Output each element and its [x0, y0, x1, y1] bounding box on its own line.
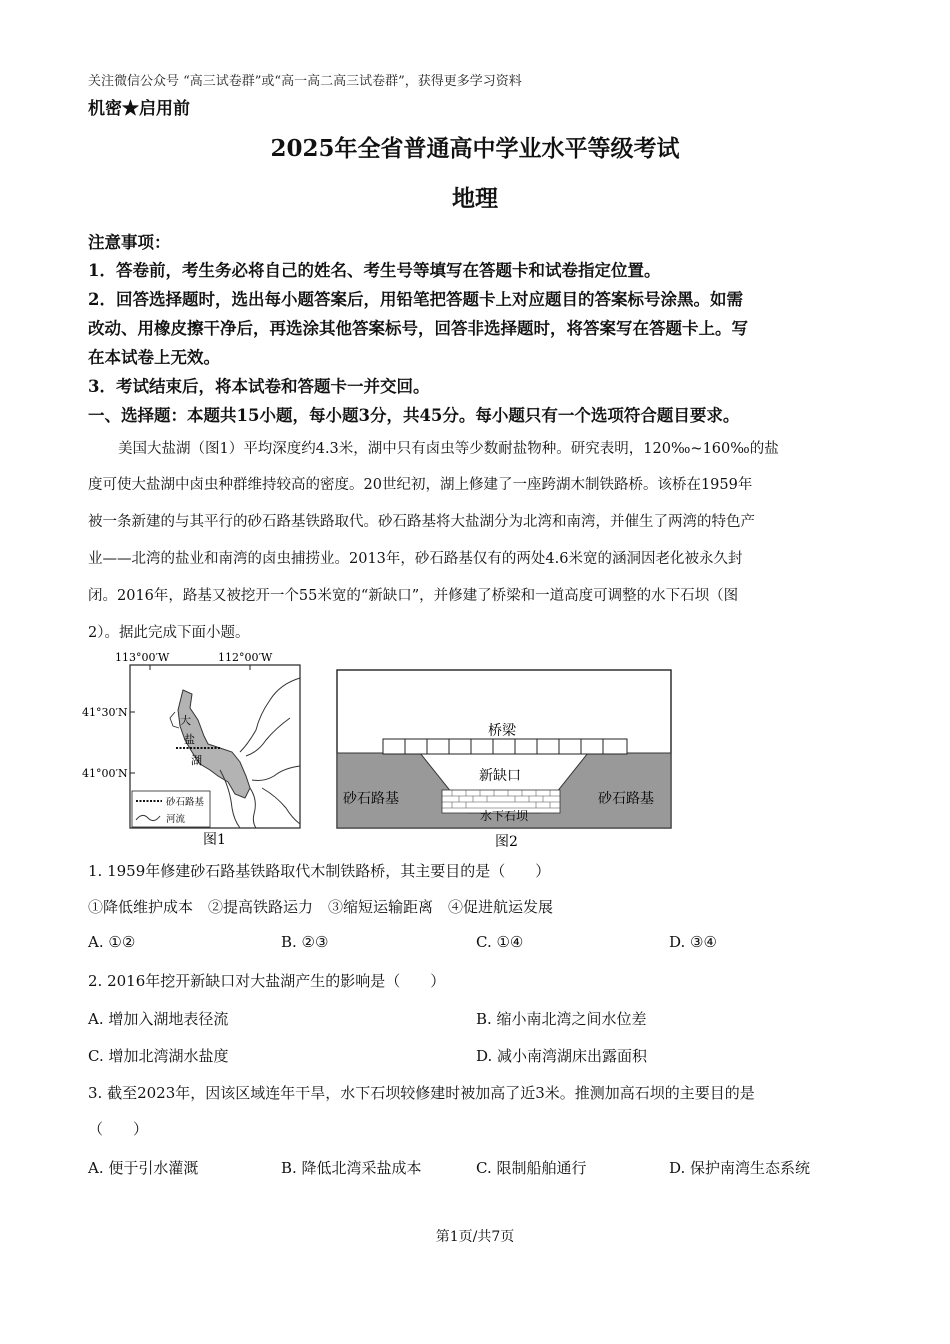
bridge-label: 桥梁: [488, 723, 516, 739]
question-3-option-d[interactable]: D. 保护南湾生态系统: [669, 1159, 811, 1177]
exam-title: 2025年全省普通高中学业水平等级考试: [270, 135, 680, 162]
passage-line: 度可使大盐湖中卤虫种群维持较高的密度。20世纪初，湖上修建了一座跨湖木制铁路桥。该桥在1959年: [88, 477, 753, 493]
notice-item-3: 3．考试结束后，将本试卷和答题卡一并交回。: [88, 377, 430, 396]
legend-river-label: 河流: [166, 814, 186, 825]
longitude-label: 112°00′W: [218, 651, 273, 664]
latitude-label: 41°30′N: [82, 706, 128, 719]
confidential-mark: 机密★启用前: [88, 99, 190, 119]
notice-item-2-line-3: 在本试卷上无效。: [88, 348, 220, 367]
notice-heading: 注意事项：: [88, 233, 171, 252]
notice-item-2-line-2: 改动、用橡皮擦干净后，再选涂其他答案标号，回答非选择题时，将答案写在答题卡上。写: [88, 319, 748, 338]
dam-label: 水下石坝: [480, 809, 529, 823]
header-note: 关注微信公众号 “高三试卷群”或“高一高二高三试卷群”，获得更多学习资料: [88, 74, 522, 89]
question-1-option-c[interactable]: C. ①④: [476, 933, 524, 951]
question-3-option-a[interactable]: A. 便于引水灌溉: [88, 1159, 199, 1177]
passage-line: 被一条新建的与其平行的砂石路基铁路取代。砂石路基将大盐湖分为北湾和南湾，并催生了两湾的特色产: [88, 514, 755, 530]
question-2-option-b[interactable]: B. 缩小南北湾之间水位差: [476, 1010, 647, 1028]
left-embankment-label: 砂石路基: [343, 791, 399, 807]
section-heading: 一、选择题：本题共15小题，每小题3分，共45分。每小题只有一个选项符合题目要求。: [88, 406, 740, 425]
notice-item-2-line-1: 2．回答选择题时，选出每小题答案后，用铅笔把答题卡上对应题目的答案标号涂黑。如需: [88, 290, 743, 309]
question-3-stem-continued: （ ）: [88, 1120, 149, 1138]
question-2-option-d[interactable]: D. 减小南湾湖床出露面积: [476, 1047, 648, 1065]
question-3-option-c[interactable]: C. 限制船舶通行: [476, 1159, 587, 1177]
question-1-option-d[interactable]: D. ③④: [669, 933, 717, 951]
longitude-label: 113°00′W: [115, 651, 170, 664]
figure-1-caption: 图1: [203, 832, 226, 848]
right-embankment-label: 砂石路基: [598, 791, 654, 807]
passage-line: 业——北湾的盐业和南湾的卤虫捕捞业。2013年，砂石路基仅有的两处4.6米宽的涵洞因老化被永久封: [88, 551, 743, 567]
figure-2-cross-section: [330, 665, 680, 853]
question-2-stem: 2. 2016年挖开新缺口对大盐湖产生的影响是（ ）: [88, 972, 446, 990]
question-3-option-b[interactable]: B. 降低北湾采盐成本: [281, 1159, 422, 1177]
figure-2-caption: 图2: [495, 834, 518, 850]
gap-label: 新缺口: [479, 768, 521, 784]
latitude-label: 41°00′N: [82, 767, 128, 780]
question-1-option-a[interactable]: A. ①②: [88, 933, 136, 951]
question-3-stem: 3. 截至2023年，因该区域连年干旱，水下石坝较修建时被加高了近3米。推测加高石坝的主要目的是: [88, 1084, 755, 1102]
figure-1-map: [80, 648, 310, 848]
passage-line: 闭。2016年，路基又被挖开一个55米宽的“新缺口”，并修建了桥梁和一道高度可调整的水下石坝（图: [88, 588, 739, 604]
question-1-stem: 1. 1959年修建砂石路基铁路取代木制铁路桥，其主要目的是（ ）: [88, 862, 551, 880]
question-1-option-b[interactable]: B. ②③: [281, 933, 329, 951]
notice-item-1: 1．答卷前，考生务必将自己的姓名、考生号等填写在答题卡和试卷指定位置。: [88, 261, 661, 280]
question-1-statements: ①降低维护成本 ②提高铁路运力 ③缩短运输距离 ④促进航运发展: [88, 898, 554, 916]
lake-label: 盐: [184, 733, 195, 746]
page-number: 第1页/共7页: [435, 1229, 515, 1245]
question-2-option-a[interactable]: A. 增加入湖地表径流: [88, 1010, 229, 1028]
lake-label: 湖: [191, 754, 202, 767]
passage-line: 2）。据此完成下面小题。: [88, 625, 250, 641]
passage-line: 美国大盐湖（图1）平均深度约4.3米，湖中只有卤虫等少数耐盐物种。研究表明，120‰~160‰的盐: [118, 441, 779, 457]
legend-embankment-label: 砂石路基: [166, 797, 205, 808]
subject-title: 地理: [452, 185, 498, 212]
question-2-option-c[interactable]: C. 增加北湾湖水盐度: [88, 1047, 229, 1065]
bridge: [383, 739, 627, 754]
lake-label: 大: [180, 714, 191, 727]
